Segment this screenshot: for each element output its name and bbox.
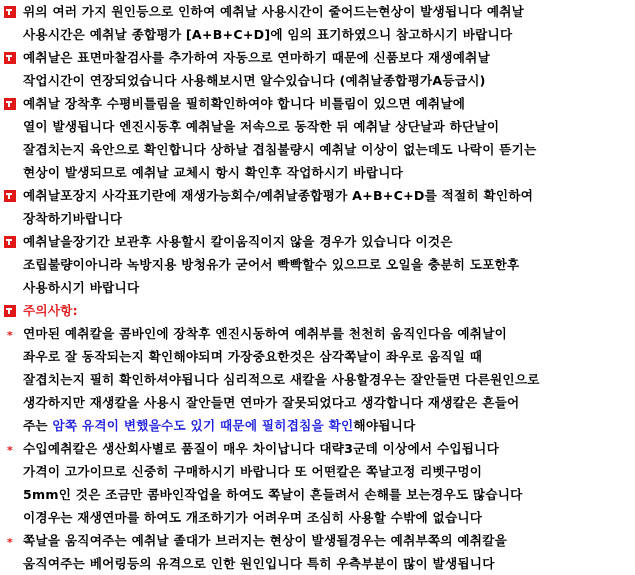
text-line: 예취날을장기간 보관후 사용할시 칼이움직이지 않을 경우가 있습니다 이것은 xyxy=(23,234,453,249)
text-line: 잘겹치는지 필히 확인하셔야됩니다 심리적으로 새칼을 사용할경우는 잘안들면 다른원인으로 xyxy=(23,372,540,387)
note-item-1 xyxy=(0,0,635,46)
text-line: 생각하지만 재생칼을 사용시 잘안들면 연마가 잘못되었다고 생각합니다 재생칼은 흔들어 xyxy=(23,395,520,410)
caution-subitem-3 xyxy=(0,529,635,575)
text-line: 연마된 예취칼을 콤바인에 장착후 엔진시동하여 예취부를 천천히 움직인다음 예취날이 xyxy=(23,326,508,341)
note-item-2 xyxy=(0,46,635,92)
text-line: 장착하기바랍니다 xyxy=(23,211,123,226)
text-line: 사용시간은 예취날 종합평가 [A+B+C+D]에 임의 표기하였으니 참고하시기 바랍니다 xyxy=(23,27,513,42)
caution-section xyxy=(0,299,635,322)
text-line: 쪽날을 움직여주는 예취날 졸대가 브러지는 현상이 발생될경우는 예취부쪽의 예취칼을 xyxy=(23,533,508,548)
text-line: 가격이 고가이므로 신중히 구매하시기 바랍니다 또 어떤칼은 쪽날고정 리벳구멍이 xyxy=(23,464,483,479)
text-fragment: 주는 xyxy=(23,418,53,433)
note-item-5 xyxy=(0,230,635,299)
asterisk-bullet: * xyxy=(7,444,14,457)
hand-pointer-icon xyxy=(4,98,16,110)
text-line: 예취날포장지 사각표기란에 재생가능회수/예취날종합평가 A+B+C+D를 적절히 확인하여 xyxy=(23,188,534,203)
text-line: 수입예취칼은 생산회사별로 품질이 매우 차이납니다 대략3군데 이상에서 수입됩니다 xyxy=(23,441,499,456)
text-line: 움직여주는 베어링등의 유격으로 인한 원인입니다 특히 우측부분이 많이 발생됩니다 xyxy=(23,556,495,571)
text-line: 현상이 발생되므로 예취날 교체시 항시 확인후 작업하시기 바랍니다 xyxy=(23,165,404,180)
note-item-4 xyxy=(0,184,635,230)
hand-pointer-icon xyxy=(4,236,16,248)
caution-subitem-1 xyxy=(0,322,635,437)
text-line: 이경우는 재생연마를 하여도 개조하기가 어려우며 조심히 사용할 수밖에 없습니다 xyxy=(23,510,483,525)
note-item-3 xyxy=(0,92,635,184)
text-line: 5mm인 것은 조금만 콤바인작업을 하여도 쪽날이 흔들려서 손해를 보는경우도 많습니다 xyxy=(23,487,523,502)
text-fragment: 해야됩니다 xyxy=(353,418,416,433)
text-line: 잘겹치는지 육안으로 확인합니다 상하날 겹침불량시 예취날 이상이 없는데도 나락이 뜯기는 xyxy=(23,142,537,157)
caution-title: 주의사항: xyxy=(23,303,78,318)
asterisk-bullet: * xyxy=(7,329,14,342)
hand-pointer-icon xyxy=(4,52,16,64)
highlighted-text: 암쪽 유격이 변했을수도 있기 때문에 필히겹침을 확인 xyxy=(52,418,354,433)
text-line: 열이 발생됩니다 엔진시동후 예취날을 저속으로 동작한 뒤 예취날 상단날과 하단날이 xyxy=(23,119,500,134)
text-line: 예취날은 표면마찰검사를 추가하여 자동으로 연마하기 때문에 신품보다 재생예취날 xyxy=(23,50,490,65)
text-line: 좌우로 잘 동작되는지 확인해야되며 가장중요한것은 삼각쪽날이 좌우로 움직일 때 xyxy=(23,349,483,364)
text-line: 위의 여러 가지 원인등으로 인하여 예취날 사용시간이 줄어드는현상이 발생됩니다 예취날 xyxy=(23,4,525,19)
text-line-with-highlight xyxy=(23,414,635,437)
hand-pointer-icon xyxy=(4,190,16,202)
hand-pointer-icon xyxy=(4,305,16,317)
text-line: 사용하시기 바랍니다 xyxy=(23,280,140,295)
text-line: 조립불량이아니라 녹방지용 방청유가 굳어서 빡빡할수 있으므로 오일을 충분히 도포한후 xyxy=(23,257,520,272)
caution-subitem-2 xyxy=(0,437,635,529)
hand-pointer-icon xyxy=(4,6,16,18)
text-line: 작업시간이 연장되었습니다 사용해보시면 알수있습니다 (예취날종합평가A등급시) xyxy=(23,73,486,88)
asterisk-bullet: * xyxy=(7,536,14,549)
text-line: 예취날 장착후 수평비틀림을 필히확인하여야 합니다 비틀림이 있으면 예취날에 xyxy=(23,96,466,111)
